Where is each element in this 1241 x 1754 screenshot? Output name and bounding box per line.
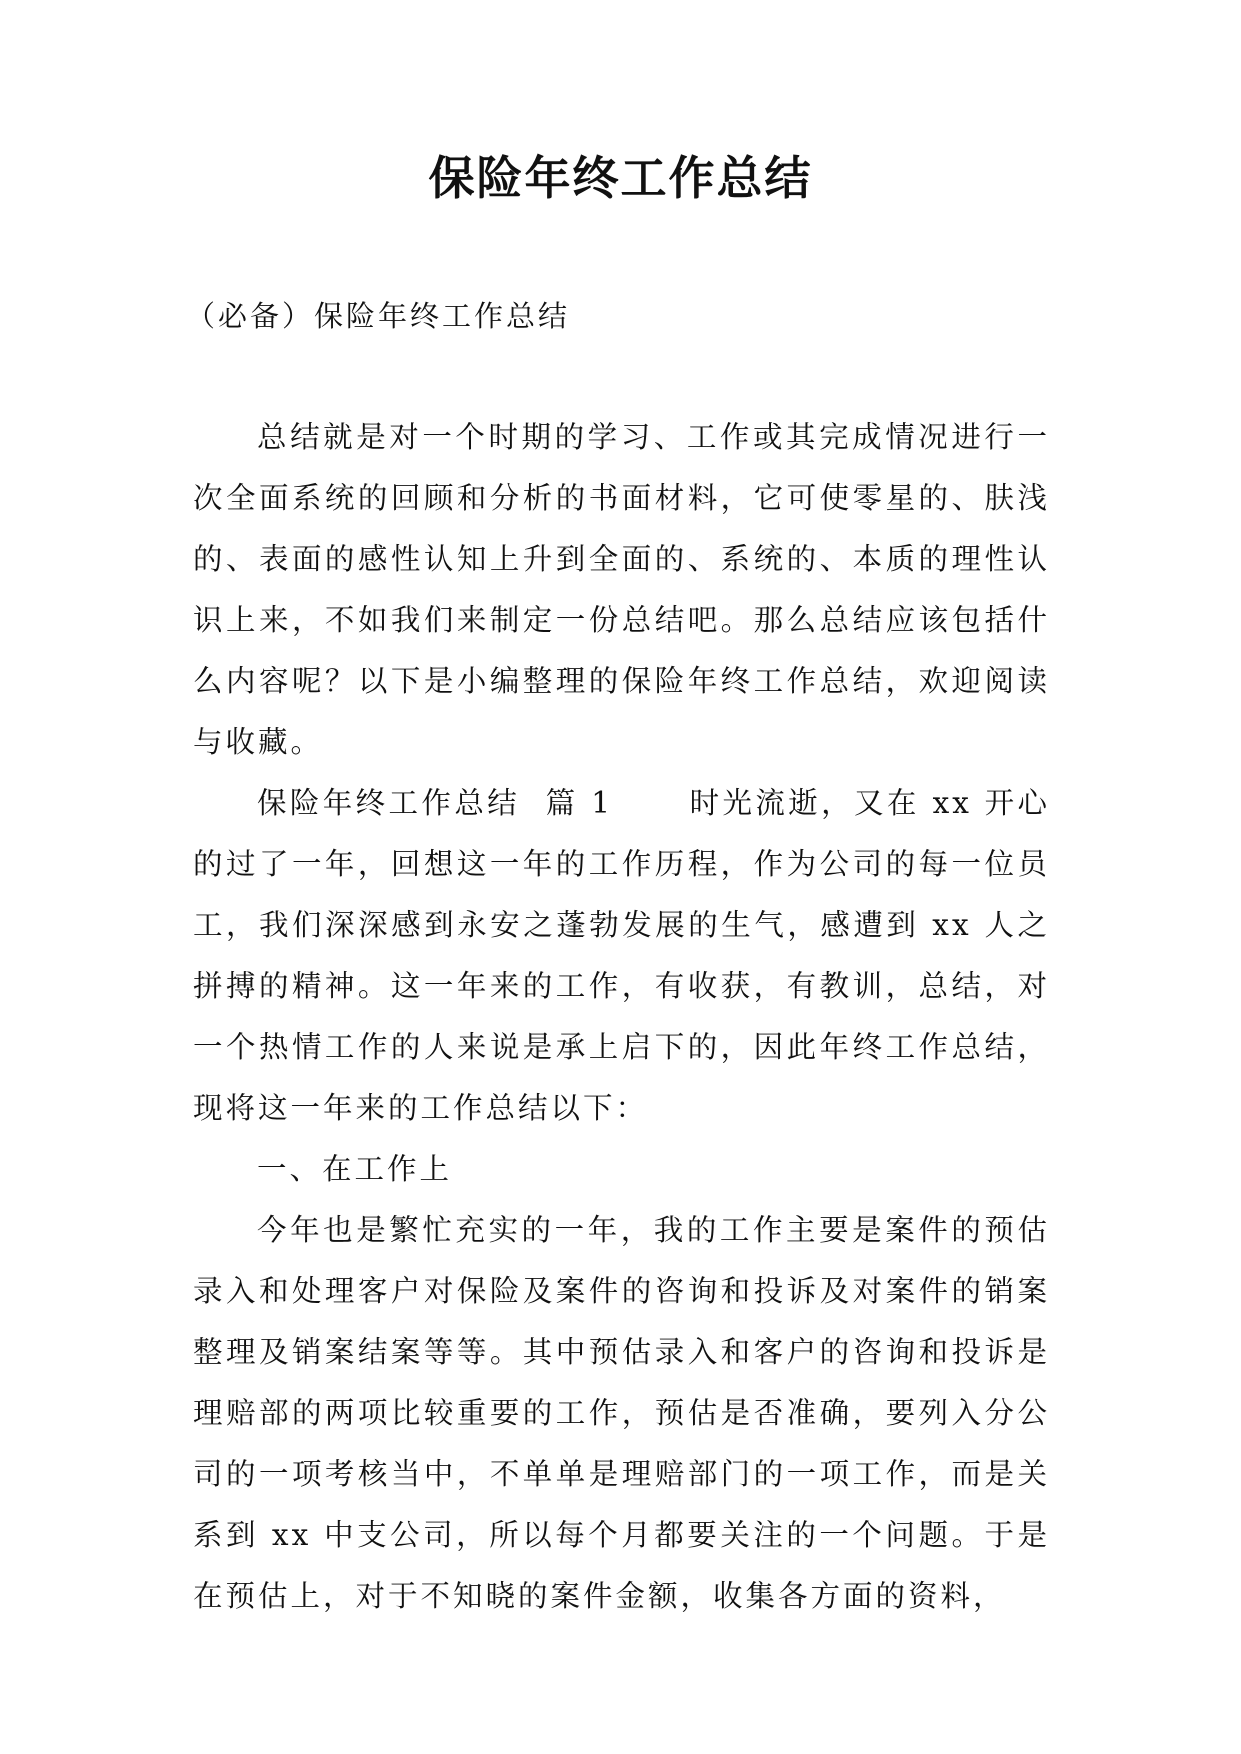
paragraph-intro: 总结就是对一个时期的学习、工作或其完成情况进行一次全面系统的回顾和分析的书面材料，它可使零星的、肤浅的、表面的感性认知上升到全面的、系统的、本质的理性认识上来，不如我们来制定一份总结吧。那么总结应该包括什么内容呢？以下是小编整理的保险年终工作总结，欢迎阅读与收藏。: [193, 420, 1050, 759]
paragraph-heading-work: 一、在工作上: [257, 1152, 453, 1186]
document-subtitle: （必备）保险年终工作总结: [186, 299, 571, 333]
document-title: 保险年终工作总结: [428, 151, 813, 205]
document-body: [193, 407, 1050, 1627]
paragraph-section-1: 保险年终工作总结 篇 1 时光流逝，又在 xx 开心的过了一年，回想这一年的工作历程，作为公司的每一位员工，我们深深感到永安之蓬勃发展的生气，感遭到 xx 人之拼搏的精神。这一年来的工作，有收获，有教训，总结，对一个热情工作的人来说是承上启下的，因此年终工作总结，现将这一年来的工作总结以下：: [193, 786, 1050, 1125]
paragraph-work-detail: 今年也是繁忙充实的一年，我的工作主要是案件的预估录入和处理客户对保险及案件的咨询和投诉及对案件的销案整理及销案结案等等。其中预估录入和客户的咨询和投诉是理赔部的两项比较重要的工作，预估是否准确，要列入分公司的一项考核当中，不单单是理赔部门的一项工作，而是关系到 xx 中支公司，所以每个月都要关注的一个问题。于是在预估上，对于不知晓的案件金额，收集各方面的资料，: [193, 1213, 1050, 1613]
